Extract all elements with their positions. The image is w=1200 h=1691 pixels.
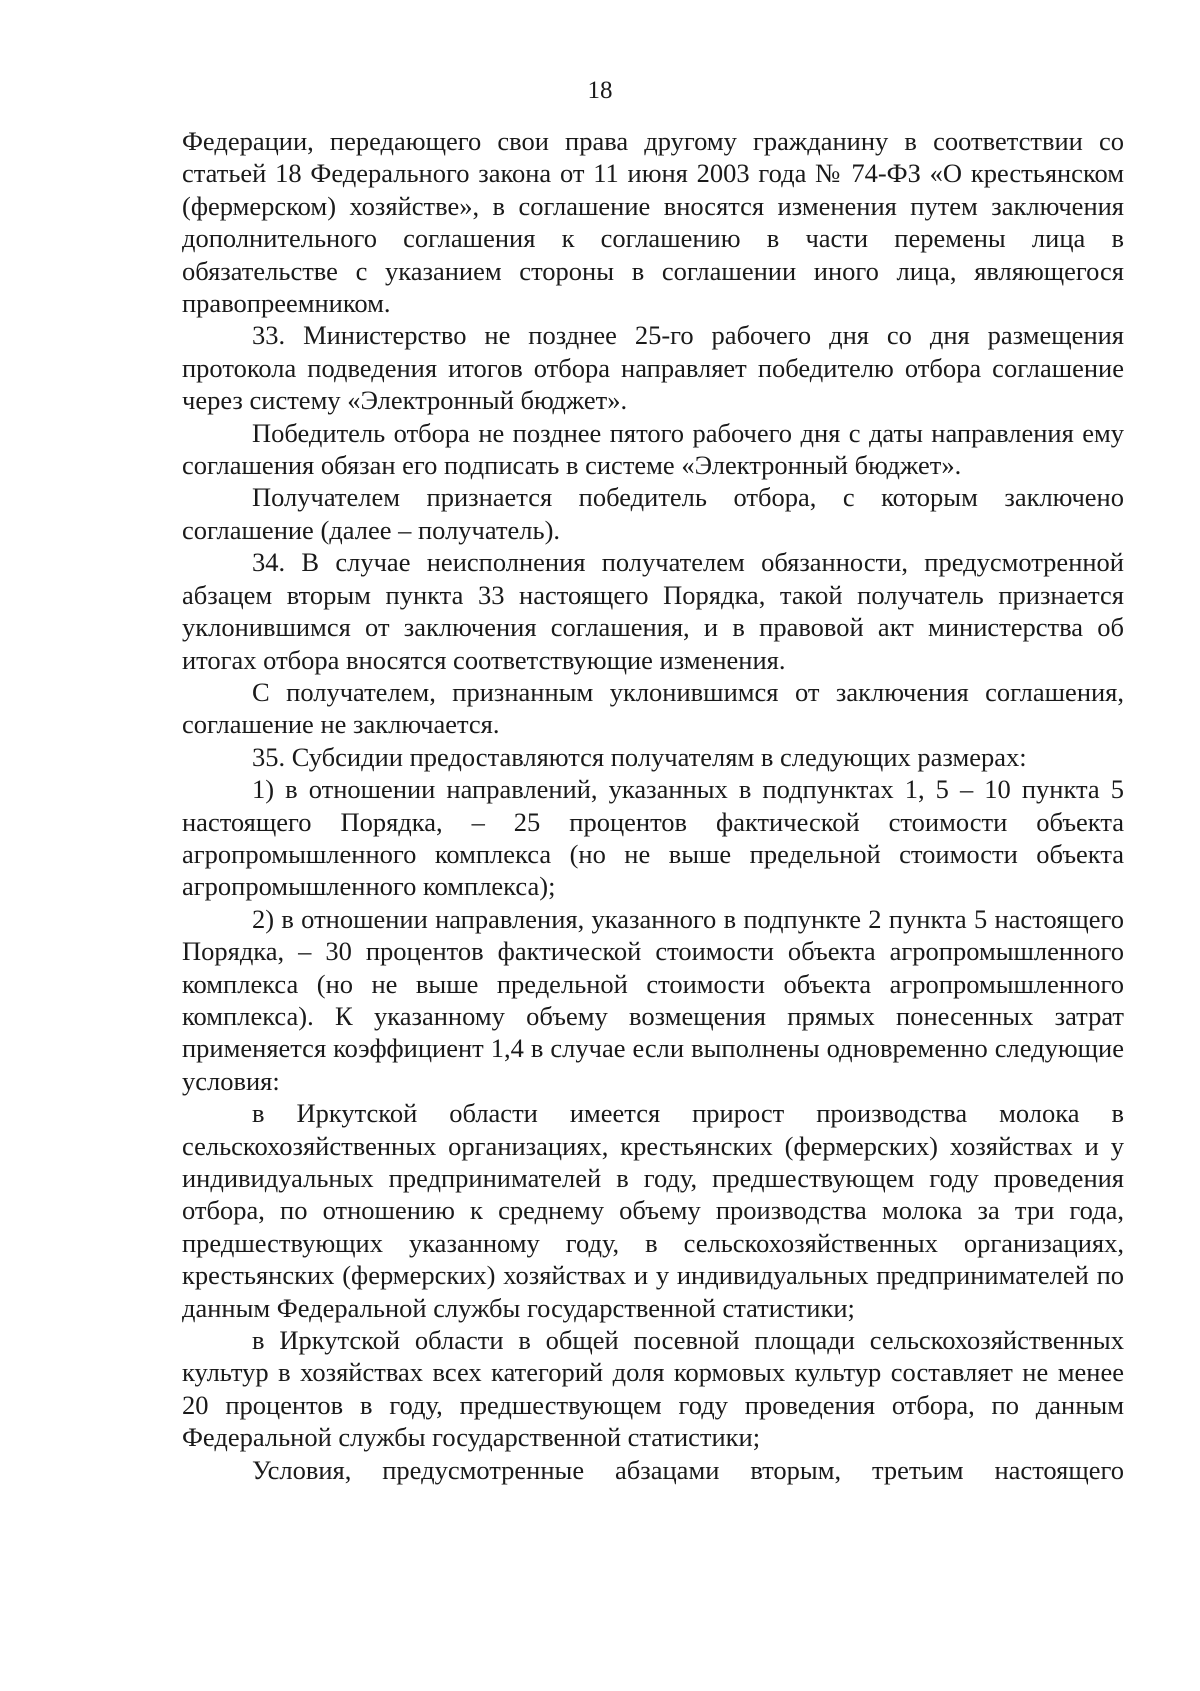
paragraph: 35. Субсидии предоставляются получателям в следующих размерах: (252, 741, 1027, 772)
paragraph: Условия, предусмотренные абзацами вторым, третьим настоящего (252, 1454, 1124, 1485)
document-body (182, 125, 1124, 1486)
paragraph: Федерации, передающего свои права другому гражданину в соответствии со статьей 18 Федерального закона от 11 июня 2003 года № 74-ФЗ «О крестьянском (фермерском) хозяйстве», в соглашение вносятся изменения путем заключения дополнительного соглашения к соглашению в части перемены лица в обязательстве с указанием стороны в соглашении иного лица, являющегося правопреемником. (182, 126, 1124, 319)
paragraph: 34. В случае неисполнения получателем обязанности, предусмотренной абзацем вторым пункта 33 настоящего Порядка, такой получатель признается уклонившимся от заключения соглашения, и в правовой акт министерства об итогах отбора вносятся соответствующие изменения. (182, 547, 1124, 675)
paragraph: 1) в отношении направлений, указанных в подпунктах 1, 5 – 10 пункта 5 настоящего Порядка, – 25 процентов фактической стоимости объекта агропромышленного комплекса (но не выше предельной стоимости объекта агропромышленного комплекса); (182, 774, 1124, 902)
paragraph: в Иркутской области имеется прирост производства молока в сельскохозяйственных организациях, крестьянских (фермерских) хозяйствах и у индивидуальных предпринимателей в году, предшествующем году проведения отбора, по отношению к среднему объему производства молока за три года, предшествующих указанному году, в сельскохозяйственных организациях, крестьянских (фермерских) хозяйствах и у индивидуальных предпринимателей по данным Федеральной службы государственной статистики; (182, 1098, 1124, 1323)
paragraph: 33. Министерство не позднее 25-го рабочего дня со дня размещения протокола подведения итогов отбора направляет победителю отбора соглашение через систему «Электронный бюджет». (182, 320, 1124, 416)
paragraph: в Иркутской области в общей посевной площади сельскохозяйственных культур в хозяйствах всех категорий доля кормовых культур составляет не менее 20 процентов в году, предшествующем году проведения отбора, по данным Федеральной службы государственной статистики; (182, 1325, 1124, 1453)
paragraph: 2) в отношении направления, указанного в подпункте 2 пункта 5 настоящего Порядка, – 30 процентов фактической стоимости объекта агропромышленного комплекса (но не выше предельной стоимости объекта агропромышленного комплекса). К указанному объему возмещения прямых понесенных затрат применяется коэффициент 1,4 в случае если выполнены одновременно следующие условия: (182, 903, 1124, 1096)
paragraph: Победитель отбора не позднее пятого рабочего дня с даты направления ему соглашения обязан его подписать в системе «Электронный бюджет». (182, 417, 1124, 481)
page-number: 18 (587, 77, 613, 104)
paragraph: С получателем, признанным уклонившимся от заключения соглашения, соглашение не заключается. (182, 676, 1124, 740)
paragraph: Получателем признается победитель отбора, с которым заключено соглашение (далее – получатель). (182, 482, 1124, 545)
